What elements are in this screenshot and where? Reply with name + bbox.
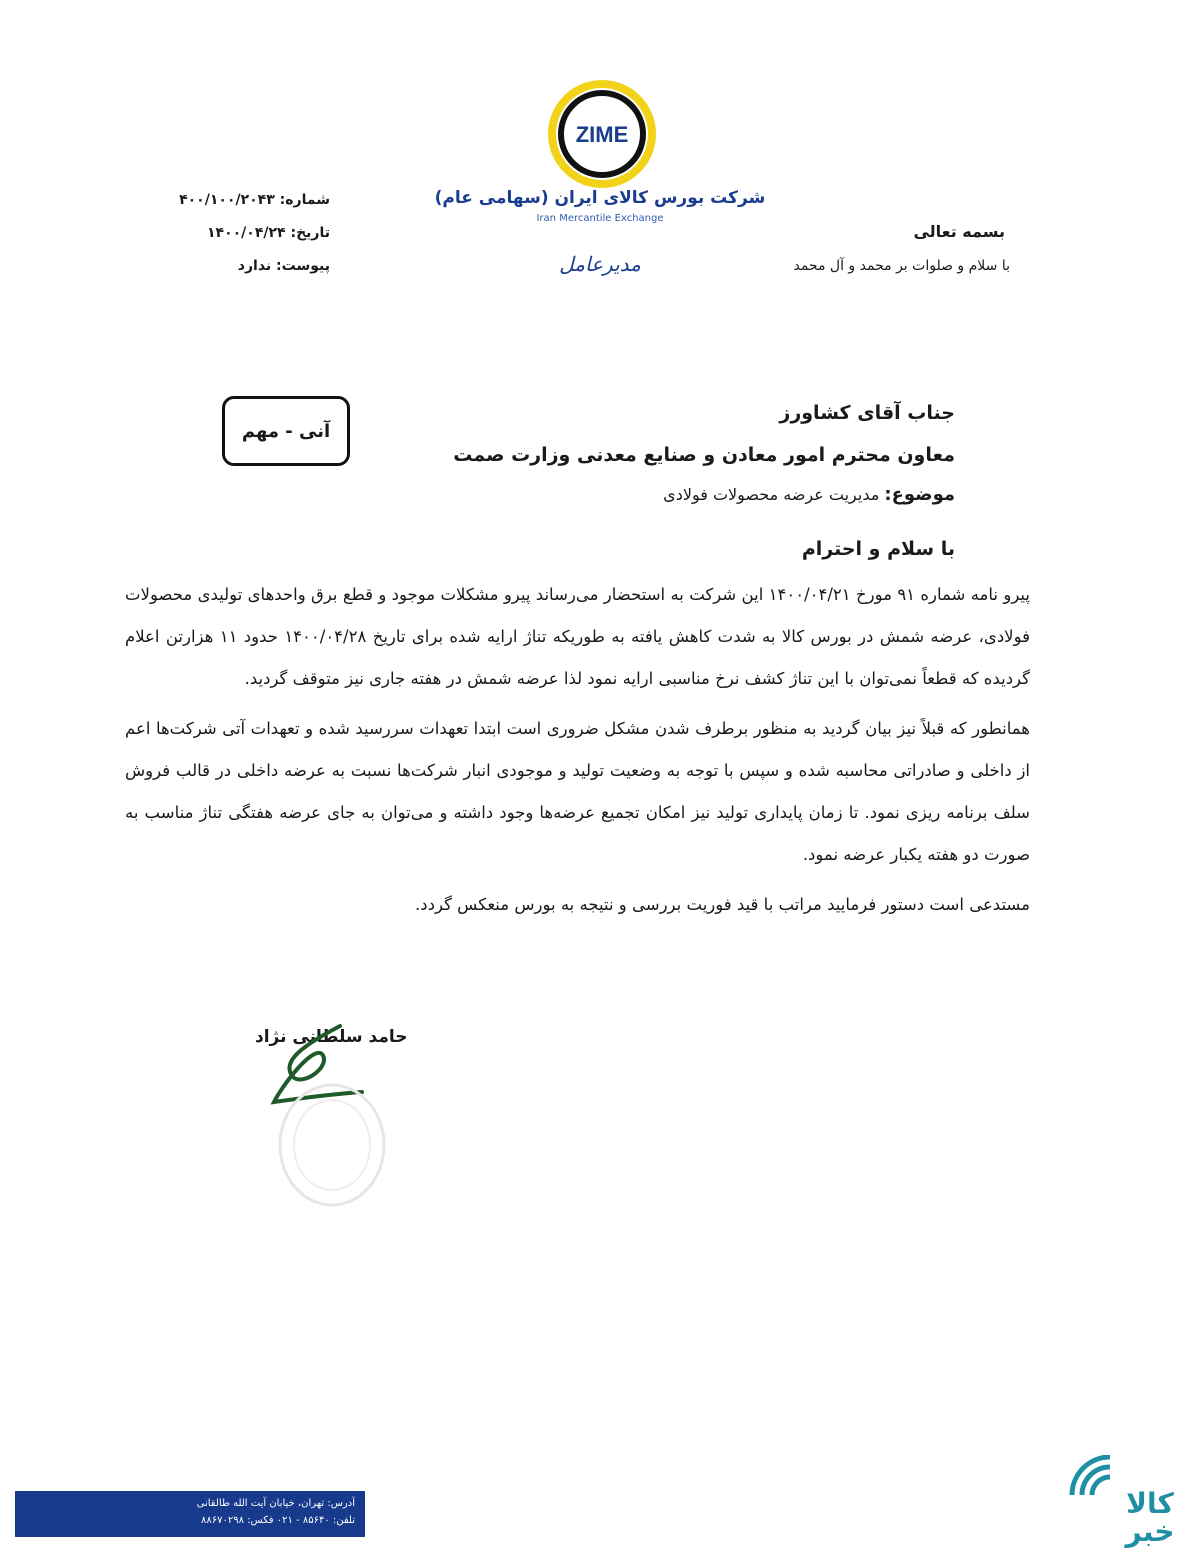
priority-stamp <box>222 396 350 466</box>
footer-phone: تلفن: ۸۵۶۴۰ - ۰۲۱ فکس: ۸۸۶۷۰۲۹۸ <box>200 1515 355 1526</box>
recipient-name: جناب آقای کشاورز <box>779 402 955 424</box>
priority-stamp-text: آنی - مهم <box>241 420 331 442</box>
body-paragraph: مستدعی است دستور فرمایید مراتب با قید فوریت بررسی و نتیجه به بورس منعکس گردد. <box>415 895 1030 914</box>
signer-name: حامد سلطانی نژاد <box>255 1027 408 1047</box>
brand-name: کالا خبر <box>1125 1487 1175 1548</box>
letter-body <box>125 574 1030 934</box>
footer-address-bar <box>15 1491 365 1537</box>
subject-line <box>663 484 955 505</box>
subject-text: مدیریت عرضه محصولات فولادی <box>663 485 880 504</box>
logo-text: ZIME <box>575 122 629 147</box>
seal-watermark-icon <box>272 1080 392 1210</box>
subject-label: موضوع: <box>884 484 955 505</box>
letter-date: تاریخ: ۱۴۰۰/۰۴/۲۴ <box>207 225 330 241</box>
letter-number: شماره: ۴۰۰/۱۰۰/۲۰۴۳ <box>179 192 330 208</box>
unit-name: مدیرعامل <box>559 252 641 276</box>
body-paragraph: همانطور که قبلاً نیز بیان گردید به منظور برطرف شدن مشکل ضروری است ابتدا تعهدات سررسید شده و تعهدات آتی شرکت‌ها اعم از داخلی و صادراتی محاسبه شده و سپس با توجه به وضعیت تولید و موجودی انبار شرکت‌ها نسبت به عرضه داخلی در قالب فروش سلف برنامه ریزی نمود. تا زمان پایداری تولید نیز امکان تجمیع عرضه‌ها وجود داشته و می‌توان به جای عرضه هفتگی تناژ مناسب به صورت دو هفته یکبار عرضه نمود. <box>125 719 1030 864</box>
company-name-fa: شرکت بورس کالای ایران (سهامی عام) <box>434 188 766 208</box>
letter-meta <box>130 184 330 283</box>
letter-attachment: پیوست: ندارد <box>237 258 330 274</box>
greeting: با سلام و احترام <box>801 538 955 560</box>
company-name-en: Iran Mercantile Exchange <box>536 213 664 224</box>
body-paragraph: پیرو نامه شماره ۹۱ مورخ ۱۴۰۰/۰۴/۲۱ این شرکت به استحضار می‌رساند پیرو مشکلات موجود و قطع برق واحدهای تولیدی محصولات فولادی، عرضه شمش در بورس کالا به شدت کاهش یافته به طوریکه تناژ ارایه شده برای تاریخ ۱۴۰۰/۰۴/۲۸ حدود ۱۱ هزارتن اعلام گردیده که قطعاً نمی‌توان با این تناژ کشف نرخ مناسبی ارایه نمود لذا عرضه شمش در هفته جاری نیز متوقف گردید. <box>125 585 1030 688</box>
recipient-title: معاون محترم امور معادن و صنایع معدنی وزارت صمت <box>453 444 955 466</box>
ime-logo-icon <box>546 78 658 190</box>
footer-address: آدرس: تهران، خیابان آیت الله طالقانی <box>196 1498 355 1509</box>
salawat: با سلام و صلوات بر محمد و آل محمد <box>793 258 1010 274</box>
bismillah: بسمه تعالی <box>913 222 1005 241</box>
